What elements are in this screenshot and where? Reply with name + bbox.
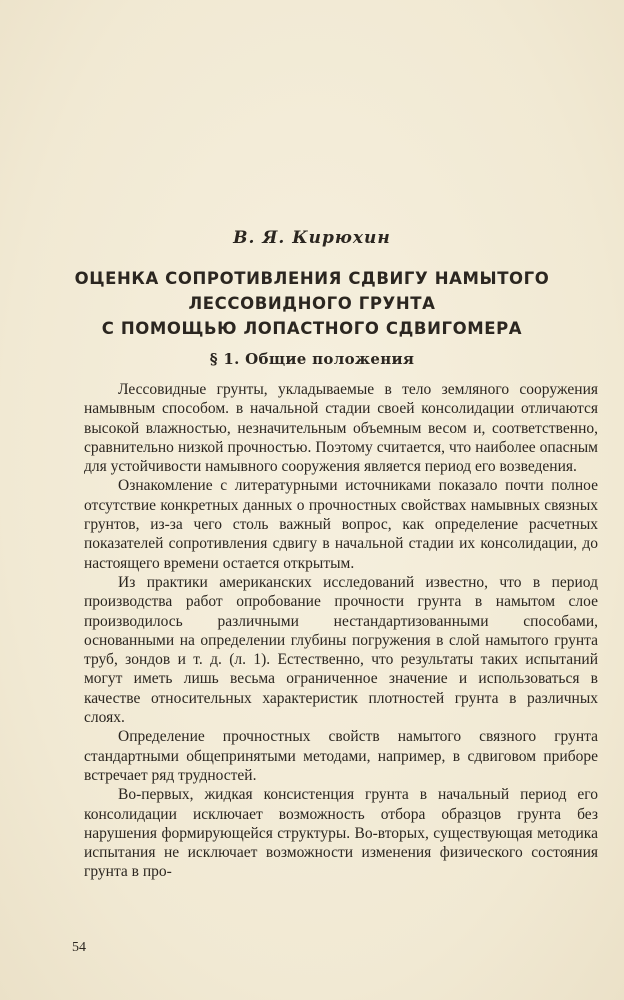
article-title [60,266,564,341]
paragraph: Во-первых, жидкая консистенция грунта в начальный период его консолидации исключает возможность отбора образцов грунта без нарушения формирующейся структуры. Во-вторых, существующая методика испытания не исключает возможности изменения физического состояния грунта в про- [84,786,598,881]
paragraph: Лессовидные грунты, укладываемые в тело земляного сооружения намывным способом. в начальной стадии своей консолидации отличаются высокой влажностью, незначительным объемным весом и, соответственно, сравнительно низкой прочностью. Поэтому считается, что наиболее опасным для устойчивости намывного сооружения является период его возведения. [84,381,598,476]
title-line: С ПОМОЩЬЮ ЛОПАСТНОГО СДВИГОМЕРА [101,319,523,338]
title-line: ЛЕССОВИДНОГО ГРУНТА [188,294,436,313]
section-heading: § 1. Общие положения [209,350,415,368]
author-name: В. Я. Кирюхин [233,228,391,248]
page-number: 54 [72,940,86,955]
paragraph: Из практики американских исследований известно, что в период производства работ опробование прочности грунта в намытом слое производилось различными нестандартизованными способами, основанными на определении глубины погружения в слой намытого грунта труб, зондов и т. д. (л. 1). Естественно, что результаты таких испытаний могут иметь лишь весьма ограниченное значение и использоваться в качестве относительных характеристик плотностей грунта в различных слоях. [84,573,598,727]
paragraph: Определение прочностных свойств намытого связного грунта стандартными общепринятыми методами, например, в сдвиговом приборе встречает ряд трудностей. [84,728,598,784]
title-line: ОЦЕНКА СОПРОТИВЛЕНИЯ СДВИГУ НАМЫТОГО [74,269,550,288]
paragraph: Ознакомление с литературными источниками показало почти полное отсутствие конкретных данных о прочностных свойствах намывных связных грунтов, из-за чего столь важный вопрос, как определение расчетных показателей сопротивления сдвигу в начальной стадии их консолидации, до настоящего времени остается открытым. [84,477,598,572]
body-text [84,380,598,882]
